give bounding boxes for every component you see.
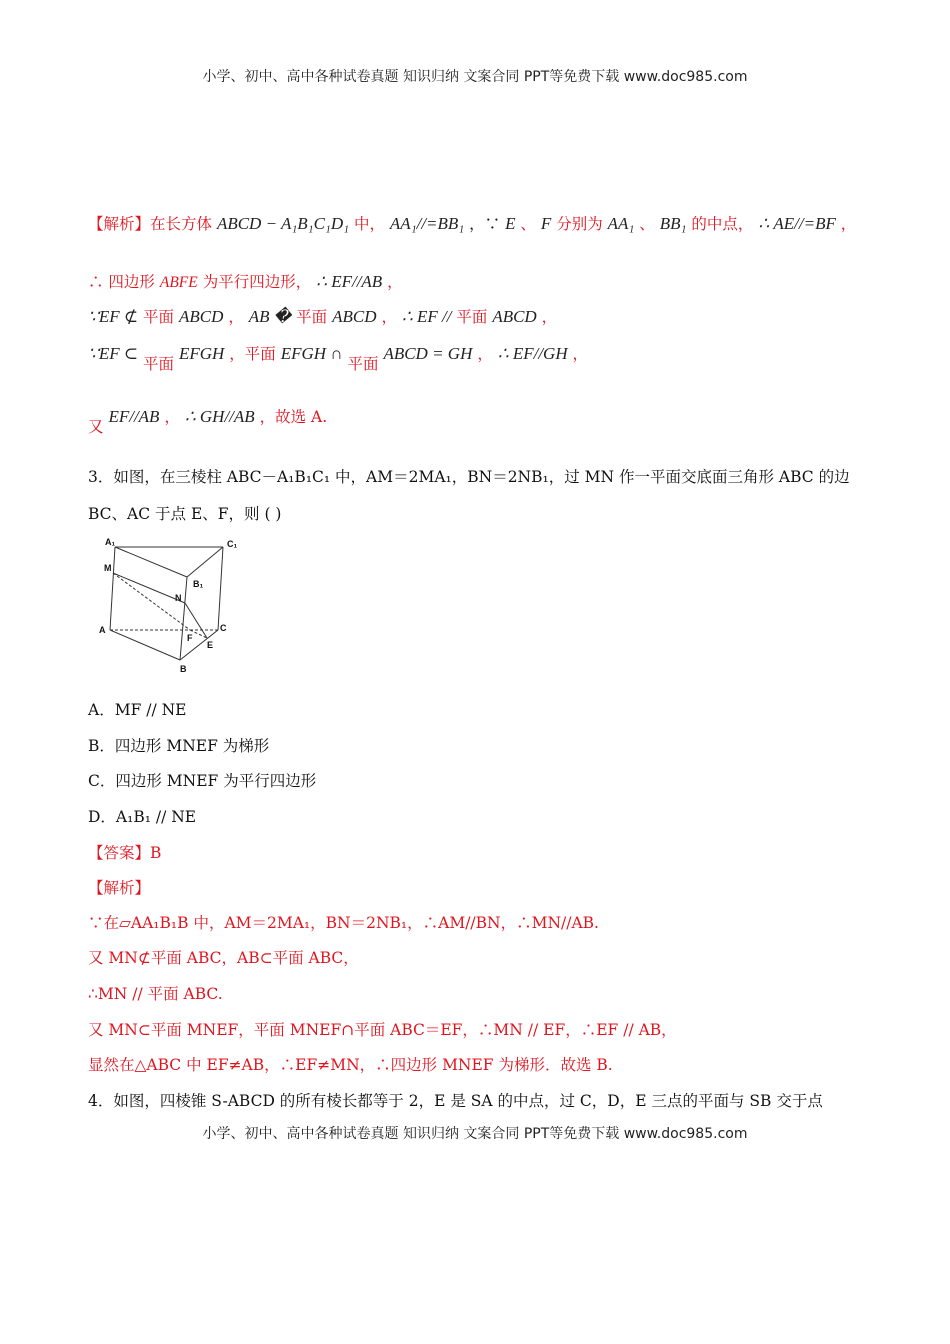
prev-solution-line-1 bbox=[88, 212, 856, 234]
answer: 【答案】B bbox=[88, 844, 162, 862]
text: 平面 bbox=[347, 355, 379, 373]
analysis-line-5: 显然在△ABC 中 EF≠AB，∴EF≠MN，∴四边形 MNEF 为梯形．故选 B. bbox=[88, 1056, 613, 1074]
math-ef-parallel: ∴ EF // bbox=[401, 307, 452, 326]
math-efgh-cap: EFGH ∩ bbox=[280, 344, 343, 363]
question-3-line-1: 3．如图，在三棱柱 ABC－A₁B₁C₁ 中，AM＝2MA₁，BN＝2NB₁，过 MN 作一平面交底面三角形 ABC 的边 bbox=[88, 468, 850, 486]
text: 中， bbox=[353, 215, 385, 233]
because-symbol: ，∵ bbox=[469, 215, 501, 233]
text: ， bbox=[572, 345, 589, 363]
label-c: C bbox=[220, 623, 227, 633]
prev-solution-line-4 bbox=[88, 342, 589, 373]
math-f: F bbox=[540, 214, 552, 233]
math-abcd-gh: ABCD = GH bbox=[383, 344, 473, 363]
text: ， bbox=[541, 308, 558, 326]
math-abcd: ABCD bbox=[332, 307, 377, 326]
text: ， bbox=[381, 308, 397, 326]
text: 的中点， bbox=[691, 215, 754, 233]
label-f: F bbox=[187, 633, 193, 643]
math-aa1-bb1: AA₁//=BB₁ bbox=[389, 214, 465, 233]
label-a: A bbox=[99, 625, 106, 635]
analysis-line-2: 又 MN⊄平面 ABC，AB⊂平面 ABC， bbox=[88, 949, 359, 967]
analysis-title: 【解析】 bbox=[88, 879, 151, 897]
text: 平面 bbox=[456, 308, 488, 326]
math-ab-in: AB � bbox=[248, 307, 292, 326]
prism-figure bbox=[95, 535, 255, 675]
label-b1: B₁ bbox=[193, 579, 204, 589]
text: ， bbox=[164, 408, 180, 426]
option-a: A．MF // NE bbox=[88, 701, 187, 719]
math-bb1: BB₁ bbox=[659, 214, 687, 233]
math-e: E bbox=[505, 214, 516, 233]
text: ∴ 四边形 bbox=[88, 273, 155, 291]
option-b: B．四边形 MNEF 为梯形 bbox=[88, 737, 270, 755]
label-e: E bbox=[207, 640, 214, 650]
text: ，故选 A. bbox=[259, 408, 328, 426]
label-a1: A₁ bbox=[105, 537, 116, 547]
label-b: B bbox=[180, 664, 187, 674]
analysis-tag: 【解析】在长方体 bbox=[88, 215, 213, 233]
label-n: N bbox=[175, 593, 182, 603]
text: ， bbox=[228, 308, 244, 326]
math-efgh: EFGH bbox=[178, 344, 225, 363]
page-footer: 小学、初中、高中各种试卷真题 知识归纳 文案合同 PPT等免费下载 www.doc985.com bbox=[202, 1126, 748, 1142]
text: 平面 bbox=[143, 308, 175, 326]
option-c: C．四边形 MNEF 为平行四边形 bbox=[88, 772, 317, 790]
text: 、 bbox=[520, 215, 536, 233]
prev-solution-line-5 bbox=[88, 405, 328, 436]
text: ， bbox=[477, 345, 493, 363]
text: 平面 bbox=[296, 308, 328, 326]
math-abcd: ABCD bbox=[178, 307, 224, 326]
math-cuboid: ABCD − A₁B₁C₁D₁ bbox=[216, 214, 350, 233]
math-abfe: ABFE bbox=[159, 274, 198, 291]
analysis-line-1: ∵在▱AA₁B₁B 中，AM＝2MA₁，BN＝2NB₁，∴AM//BN，∴MN//AB. bbox=[88, 914, 599, 932]
math-ae-bf: ∴ AE//=BF bbox=[758, 214, 836, 233]
math-aa1: AA₁ bbox=[607, 214, 635, 233]
label-c1: C₁ bbox=[227, 539, 238, 549]
text: 为平行四边形， bbox=[202, 273, 312, 291]
prism-diagram bbox=[95, 535, 255, 675]
math-gh-ab: ∴ GH//AB bbox=[184, 407, 255, 426]
prev-solution-line-2 bbox=[88, 270, 403, 292]
math-ef-ab: ∴ EF//AB bbox=[316, 272, 383, 291]
prev-solution-line-3 bbox=[88, 305, 557, 327]
question-3-line-2: BC、AC 于点 E、F，则 ( ) bbox=[88, 505, 282, 523]
text: 分别为 bbox=[556, 215, 603, 233]
option-d: D．A₁B₁ // NE bbox=[88, 808, 197, 826]
text: ， bbox=[840, 215, 857, 233]
analysis-line-3: ∴MN // 平面 ABC. bbox=[88, 985, 223, 1003]
math-ef-ab: EF//AB bbox=[108, 407, 160, 426]
text: ，平面 bbox=[229, 345, 276, 363]
text: 平面 bbox=[143, 355, 175, 373]
math-ef-sub: ∵EF ⊂ bbox=[88, 344, 139, 363]
math-abcd: ABCD bbox=[492, 307, 537, 326]
text: 又 bbox=[88, 418, 104, 436]
text: ， bbox=[387, 273, 403, 291]
text: 、 bbox=[639, 215, 655, 233]
page-header: 小学、初中、高中各种试卷真题 知识归纳 文案合同 PPT等免费下载 www.doc985.com bbox=[202, 69, 748, 85]
math-ef-notin: ∵EF ⊄ bbox=[88, 307, 139, 326]
question-4-line-1: 4．如图，四棱锥 S-ABCD 的所有棱长都等于 2，E 是 SA 的中点，过 C，D，E 三点的平面与 SB 交于点 bbox=[88, 1092, 823, 1110]
label-m: M bbox=[104, 563, 112, 573]
analysis-line-4: 又 MN⊂平面 MNEF，平面 MNEF∩平面 ABC＝EF，∴MN // EF，∴EF // AB， bbox=[88, 1021, 677, 1039]
math-ef-gh: ∴ EF//GH bbox=[497, 344, 568, 363]
